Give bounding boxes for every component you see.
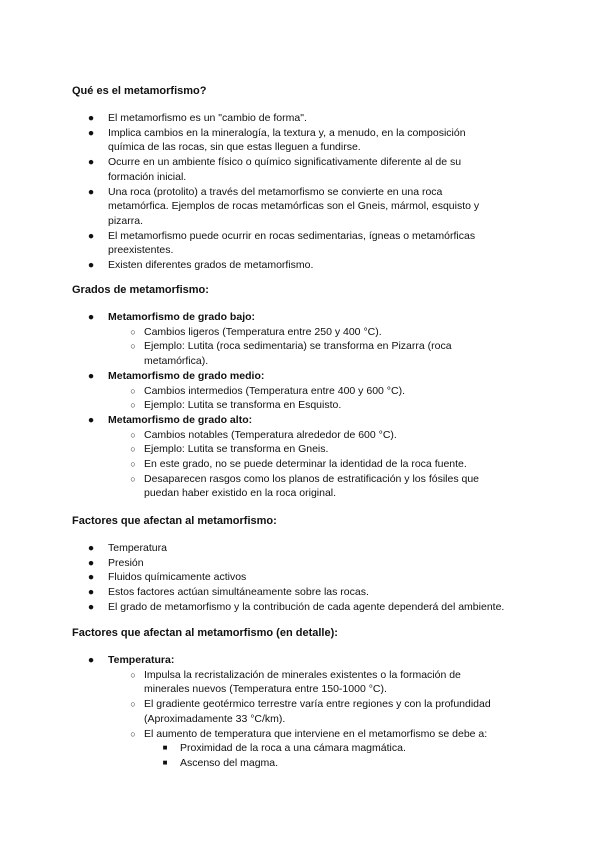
bullet-marker: ● bbox=[87, 126, 95, 139]
bullet-marker: ○ bbox=[130, 699, 136, 710]
list-item-text: Existen diferentes grados de metamorfismo. bbox=[108, 259, 314, 271]
bullet-marker: ■ bbox=[162, 757, 168, 767]
bullet-marker: ○ bbox=[130, 400, 136, 411]
sub-list-item-text: Cambios intermedios (Temperatura entre 400 y 600 °C). bbox=[144, 384, 405, 397]
list-item-text: preexistentes. bbox=[108, 244, 174, 257]
bullet-marker: ● bbox=[87, 542, 95, 554]
bullet-marker: ● bbox=[87, 229, 95, 242]
bullet-marker: ● bbox=[87, 185, 95, 198]
bullet-marker: ● bbox=[87, 413, 95, 426]
list-item-text: Metamorfismo de grado alto: bbox=[108, 413, 253, 426]
section-heading: Qué es el metamorfismo? bbox=[72, 85, 207, 97]
list-item-text: Temperatura: bbox=[108, 654, 175, 666]
sub-list-item-text: Ejemplo: Lutita (roca sedimentaria) se transforma en Pizarra (roca bbox=[144, 340, 452, 353]
list-item-text: Fluidos químicamente activos bbox=[108, 571, 247, 584]
sub-list-item-text: En este grado, no se puede determinar la identidad de la roca fuente. bbox=[144, 458, 467, 470]
section-heading: Factores que afectan al metamorfismo: bbox=[72, 515, 277, 527]
list-item-text: química de las rocas, sin que estas lleguen a fundirse. bbox=[108, 141, 361, 154]
sub-list-item-text: Impulsa la recristalización de minerales existentes o la formación de bbox=[144, 668, 461, 681]
bullet-marker: ○ bbox=[130, 728, 136, 739]
bullet-marker: ● bbox=[87, 369, 95, 382]
section-heading: Grados de metamorfismo: bbox=[72, 284, 209, 296]
sub-list-item-text: (Aproximadamente 33 °C/km). bbox=[144, 712, 286, 725]
bullet-marker: ○ bbox=[130, 385, 136, 396]
sub-list-item-text: metamórfica). bbox=[144, 355, 209, 368]
list-item-text: metamórfica. Ejemplos de rocas metamórficas son el Gneis, mármol, esquisto y bbox=[108, 200, 480, 213]
list-item-text: El metamorfismo es un "cambio de forma". bbox=[108, 112, 307, 124]
bullet-marker: ● bbox=[87, 156, 95, 169]
sub-list-item-text: Cambios notables (Temperatura alrededor de 600 °C). bbox=[144, 428, 397, 441]
bullet-marker: ● bbox=[87, 600, 95, 613]
list-item-text: Ocurre en un ambiente físico o químico significativamente diferente al de su bbox=[108, 156, 462, 169]
bullet-marker: ● bbox=[87, 259, 95, 271]
section-heading: Factores que afectan al metamorfismo (en detalle): bbox=[72, 627, 338, 639]
list-item-text: El metamorfismo puede ocurrir en rocas sedimentarias, ígneas o metamórficas bbox=[108, 229, 476, 242]
bullet-marker: ● bbox=[87, 112, 95, 124]
bullet-marker: ○ bbox=[130, 341, 136, 352]
bullet-marker: ○ bbox=[130, 669, 136, 680]
bullet-marker: ○ bbox=[130, 473, 136, 484]
list-item-text: Una roca (protolito) a través del metamorfismo se convierte en una roca bbox=[108, 185, 443, 198]
list-item-text: formación inicial. bbox=[108, 170, 187, 183]
bullet-marker: ○ bbox=[130, 459, 136, 469]
bullet-marker: ● bbox=[87, 556, 95, 569]
bullet-marker: ○ bbox=[130, 429, 136, 440]
sub-list-item-text: El gradiente geotérmico terrestre varía entre regiones y con la profundidad bbox=[144, 698, 491, 711]
sub-list-item-text: puedan haber existido en la roca original. bbox=[144, 487, 337, 500]
bullet-marker: ○ bbox=[130, 326, 136, 337]
sub-list-item-text: Ejemplo: Lutita se transforma en Gneis. bbox=[144, 443, 329, 456]
bullet-marker: ○ bbox=[130, 444, 136, 455]
sub-list-item-text: Cambios ligeros (Temperatura entre 250 y 400 °C). bbox=[144, 325, 382, 338]
sub-list-item-text: Ejemplo: Lutita se transforma en Esquisto. bbox=[144, 399, 342, 412]
sub-sub-list-item-text: Ascenso del magma. bbox=[180, 756, 279, 769]
sub-list-item-text: Desaparecen rasgos como los planos de estratificación y los fósiles que bbox=[144, 472, 480, 485]
list-item-text: pizarra. bbox=[108, 214, 144, 227]
list-item-text: Metamorfismo de grado bajo: bbox=[108, 311, 256, 323]
bullet-marker: ● bbox=[87, 586, 95, 599]
list-item-text: Temperatura bbox=[108, 542, 167, 554]
sub-list-item-text: minerales nuevos (Temperatura entre 150-1000 °C). bbox=[144, 683, 387, 696]
list-item-text: Metamorfismo de grado medio: bbox=[108, 369, 265, 382]
sub-sub-list-item-text: Proximidad de la roca a una cámara magmática. bbox=[180, 742, 406, 755]
bullet-marker: ■ bbox=[162, 743, 168, 753]
list-item-text: El grado de metamorfismo y la contribución de cada agente dependerá del ambiente. bbox=[108, 600, 505, 613]
bullet-marker: ● bbox=[87, 571, 95, 584]
list-item-text: Presión bbox=[108, 556, 144, 569]
bullet-marker: ● bbox=[87, 654, 95, 666]
list-item-text: Estos factores actúan simultáneamente sobre las rocas. bbox=[108, 586, 369, 599]
sub-list-item-text: El aumento de temperatura que interviene en el metamorfismo se debe a: bbox=[144, 727, 488, 740]
bullet-marker: ● bbox=[87, 311, 95, 323]
list-item-text: Implica cambios en la mineralogía, la textura y, a menudo, en la composición bbox=[108, 126, 466, 139]
